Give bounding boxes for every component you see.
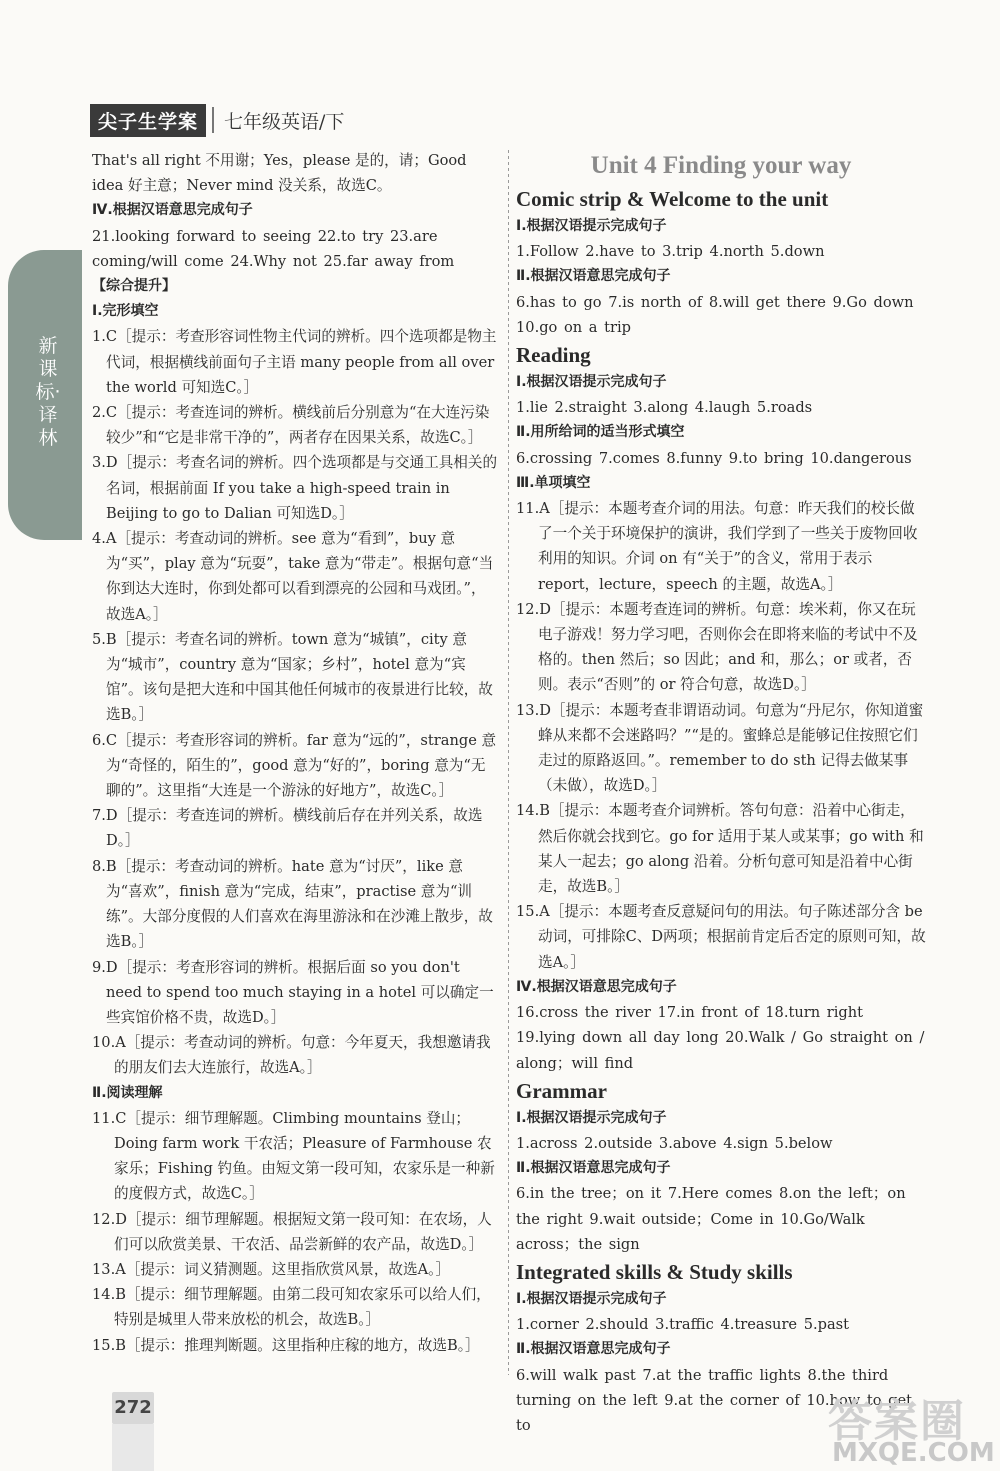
left-section-heading: Ⅳ.根据汉语意思完成句子 [92,202,253,219]
watermark-logo: 答案圈 [828,1396,966,1447]
left-answer-item: 3.D［提示：考查名词的辨析。四个选项都是与交通工具相关的名词，根据前面 If you take a high-speed train in Beijing to go to Dalian 可知选D。］ [92,454,498,522]
right-column [516,148,926,1438]
right-answer-item: 13.D［提示：本题考查非谓语动词。句意为“丹尼尔，你知道蜜蜂从来都不会迷路吗？”“是的。蜜蜂总是能够记住按照它们走过的原路返回。”。remember to do sth 记得去做某事（未做），故选D。］ [516,701,924,795]
right-answer-item: 14.B［提示：本题考查介词辨析。答句句意：沿着中心街走，然后你就会找到它。go for 适用于某人或某事；go with 和某人一起去；go along 沿着。分析句意可知是沿着中心街走，故选B。］ [516,802,924,896]
right-section-heading: Ⅰ.根据汉语提示完成句子 [516,1109,667,1126]
left-answer-item: 15.B［提示：推理判断题。这里指种庄稼的地方，故选B。］ [92,1336,480,1354]
right-section-heading: Ⅳ.根据汉语意思完成句子 [516,978,677,995]
page-number: 272 [112,1392,154,1424]
side-tab-label: 新课标·译林 [35,335,61,449]
brand-label: 尖子生学案 [90,104,206,137]
right-answer-item: 1.across 2.outside 3.above 4.sign 5.below [516,1134,833,1152]
left-answer-item: 11.C［提示：细节理解题。Climbing mountains 登山；Doing farm work 干农活；Pleasure of Farmhouse 农家乐；Fishing 钓鱼。由短文第一段可知，农家乐是一种新的度假方式，故选C。］ [92,1109,495,1203]
left-answer-item: 4.A［提示：考查动词的辨析。see 意为“看到”，buy 意为“买”，play 意为“玩耍”，take 意为“带走”。根据句意“当你到达大连时，你到处都可以看到漂亮的公园和马戏团。”，故选A。］ [92,530,494,623]
header-divider [212,107,214,133]
right-answer-item: 6.has to go 7.is north of 8.will get there 9.Go down 10.go on a trip [516,293,914,336]
right-section-heading: Ⅰ.根据汉语提示完成句子 [516,218,667,234]
right-heading: Reading [516,343,591,368]
right-section-heading: Ⅱ.根据汉语意思完成句子 [516,268,671,285]
left-answer-item: 9.D［提示：考查形容词的辨析。根据后面 so you don't need to spend too much staying in a hotel 可以确定一些宾馆价格不贵，故选D。］ [92,958,494,1026]
right-section-heading: Ⅰ.根据汉语提示完成句子 [516,1290,667,1307]
right-answer-item: 6.will walk past 7.at the traffic lights 8.the third turning on the left 9.at the corner of 10.how to get to [516,1366,912,1434]
right-answer-item: 1.corner 2.should 3.traffic 4.treasure 5.past [516,1316,850,1334]
left-answer-item: 5.B［提示：考查名词的辨析。town 意为“城镇”，city 意为“城市”，country 意为“国家；乡村”，hotel 意为“宾馆”。该句是把大连和中国其他任何城市的夜景进行比较，故选B。］ [92,630,493,724]
right-heading: Unit 4 Finding your way [590,152,852,179]
left-answer-item: 8.B［提示：考查动词的辨析。hate 意为“讨厌”，like 意为“喜欢”，finish 意为“完成，结束”，practise 意为“训练”。大部分度假的人们喜欢在海里游泳和在沙滩上散步，故选B。］ [92,857,493,951]
left-section-heading: Ⅱ.阅读理解 [92,1084,163,1101]
left-answer-item: 2.C［提示：考查连词的辨析。横线前后分别意为“在大连污染较少”和“它是非常干净的”，两者存在因果关系，故选C。］ [92,404,490,447]
right-section-heading: Ⅱ.用所给词的适当形式填空 [516,424,685,441]
left-answer-item: 14.B［提示：细节理解题。由第二段可知农家乐可以给人们，特别是城里人带来放松的机会，故选B。］ [92,1286,491,1329]
left-section-heading: 【综合提升】 [92,278,176,295]
right-answer-item: 1.lie 2.straight 3.along 4.laugh 5.roads [516,399,813,417]
right-heading: Integrated skills & Study skills [516,1259,793,1284]
watermark-url: MXQE.COM [832,1438,995,1468]
right-answer-item: 12.D［提示：本题考查连词的辨析。句意：埃米莉，你又在玩电子游戏！努力学习吧，否则你会在即将来临的考试中不及格的。then 然后；so 因此；and 和，那么；or 或者，否则。表示“否则”的 or 符合句意，故选D。］ [516,600,918,694]
left-answer-item: 1.C［提示：考查形容词性物主代词的辨析。四个选项都是物主代词，根据横线前面句子主语 many people from all over the world 可知选C。］ [92,328,497,396]
right-section-heading: Ⅱ.根据汉语意思完成句子 [516,1160,671,1177]
right-answer-item: 6.crossing 7.comes 8.funny 9.to bring 10.dangerous [516,449,912,467]
right-answer-item: 15.A［提示：本题考查反意疑问句的用法。句子陈述部分含 be 动词，可排除C、D两项；根据前肯定后否定的原则可知，故选A。］ [516,903,926,971]
left-answer-item: That's all right 不用谢；Yes，please 是的，请；Good idea 好主意；Never mind 没关系，故选C。 [92,152,467,195]
left-answer-item: 21.looking forward to seeing 22.to try 23.are coming/will come 24.Why not 25.far away from [92,227,455,270]
left-column [92,148,498,1358]
left-answer-item: 7.D［提示：考查连词的辨析。横线前后存在并列关系，故选D。］ [92,807,483,850]
right-section-heading: Ⅱ.根据汉语意思完成句子 [516,1341,671,1358]
side-tab [8,250,82,540]
book-title: 七年级英语/下 [224,110,345,133]
right-heading: Grammar [516,1078,607,1103]
right-answer-item: 16.cross the river 17.in front of 18.turn right 19.lying down all day long 20.Walk / Go straight on / along；will find [516,1004,925,1072]
page-header [90,103,344,137]
left-answer-item: 6.C［提示：考查形容词的辨析。far 意为“远的”，strange 意为“奇怪的，陌生的”，good 意为“好的”，boring 意为“无聊的”。这里指“大连是一个游泳的好地方”，故选C。］ [92,731,497,800]
right-answer-item: 1.Follow 2.have to 3.trip 4.north 5.down [516,243,825,261]
page-number-shade [112,1424,154,1471]
left-answer-item: 10.A［提示：考查动词的辨析。句意：今年夏天，我想邀请我的朋友们去大连旅行，故选A。］ [92,1034,491,1077]
left-answer-item: 13.A［提示：词义猜测题。这里指欣赏风景，故选A。］ [92,1260,451,1278]
right-section-heading: Ⅰ.根据汉语提示完成句子 [516,374,667,391]
right-answer-item: 11.A［提示：本题考查介词的用法。句意：昨天我们的校长做了一个关于环境保护的演讲，我们学到了一些关于废物回收利用的知识。介词 on 有“关于”的含义，常用于表示 report，lecture，speech 的主题，故选A。］ [516,500,918,593]
left-section-heading: Ⅰ.完形填空 [92,303,159,320]
column-divider [508,150,509,1375]
left-answer-item: 12.D［提示：细节理解题。根据短文第一段可知：在农场，人们可以欣赏美景、干农活、品尝新鲜的农产品，故选D。］ [92,1210,492,1253]
right-heading: Comic strip & Welcome to the unit [516,187,829,211]
right-section-heading: Ⅲ.单项填空 [516,474,591,491]
right-answer-item: 6.in the tree；on it 7.Here comes 8.on the left；on the right 9.wait outside；Come in 10.Go/Walk across；the sign [516,1185,906,1253]
